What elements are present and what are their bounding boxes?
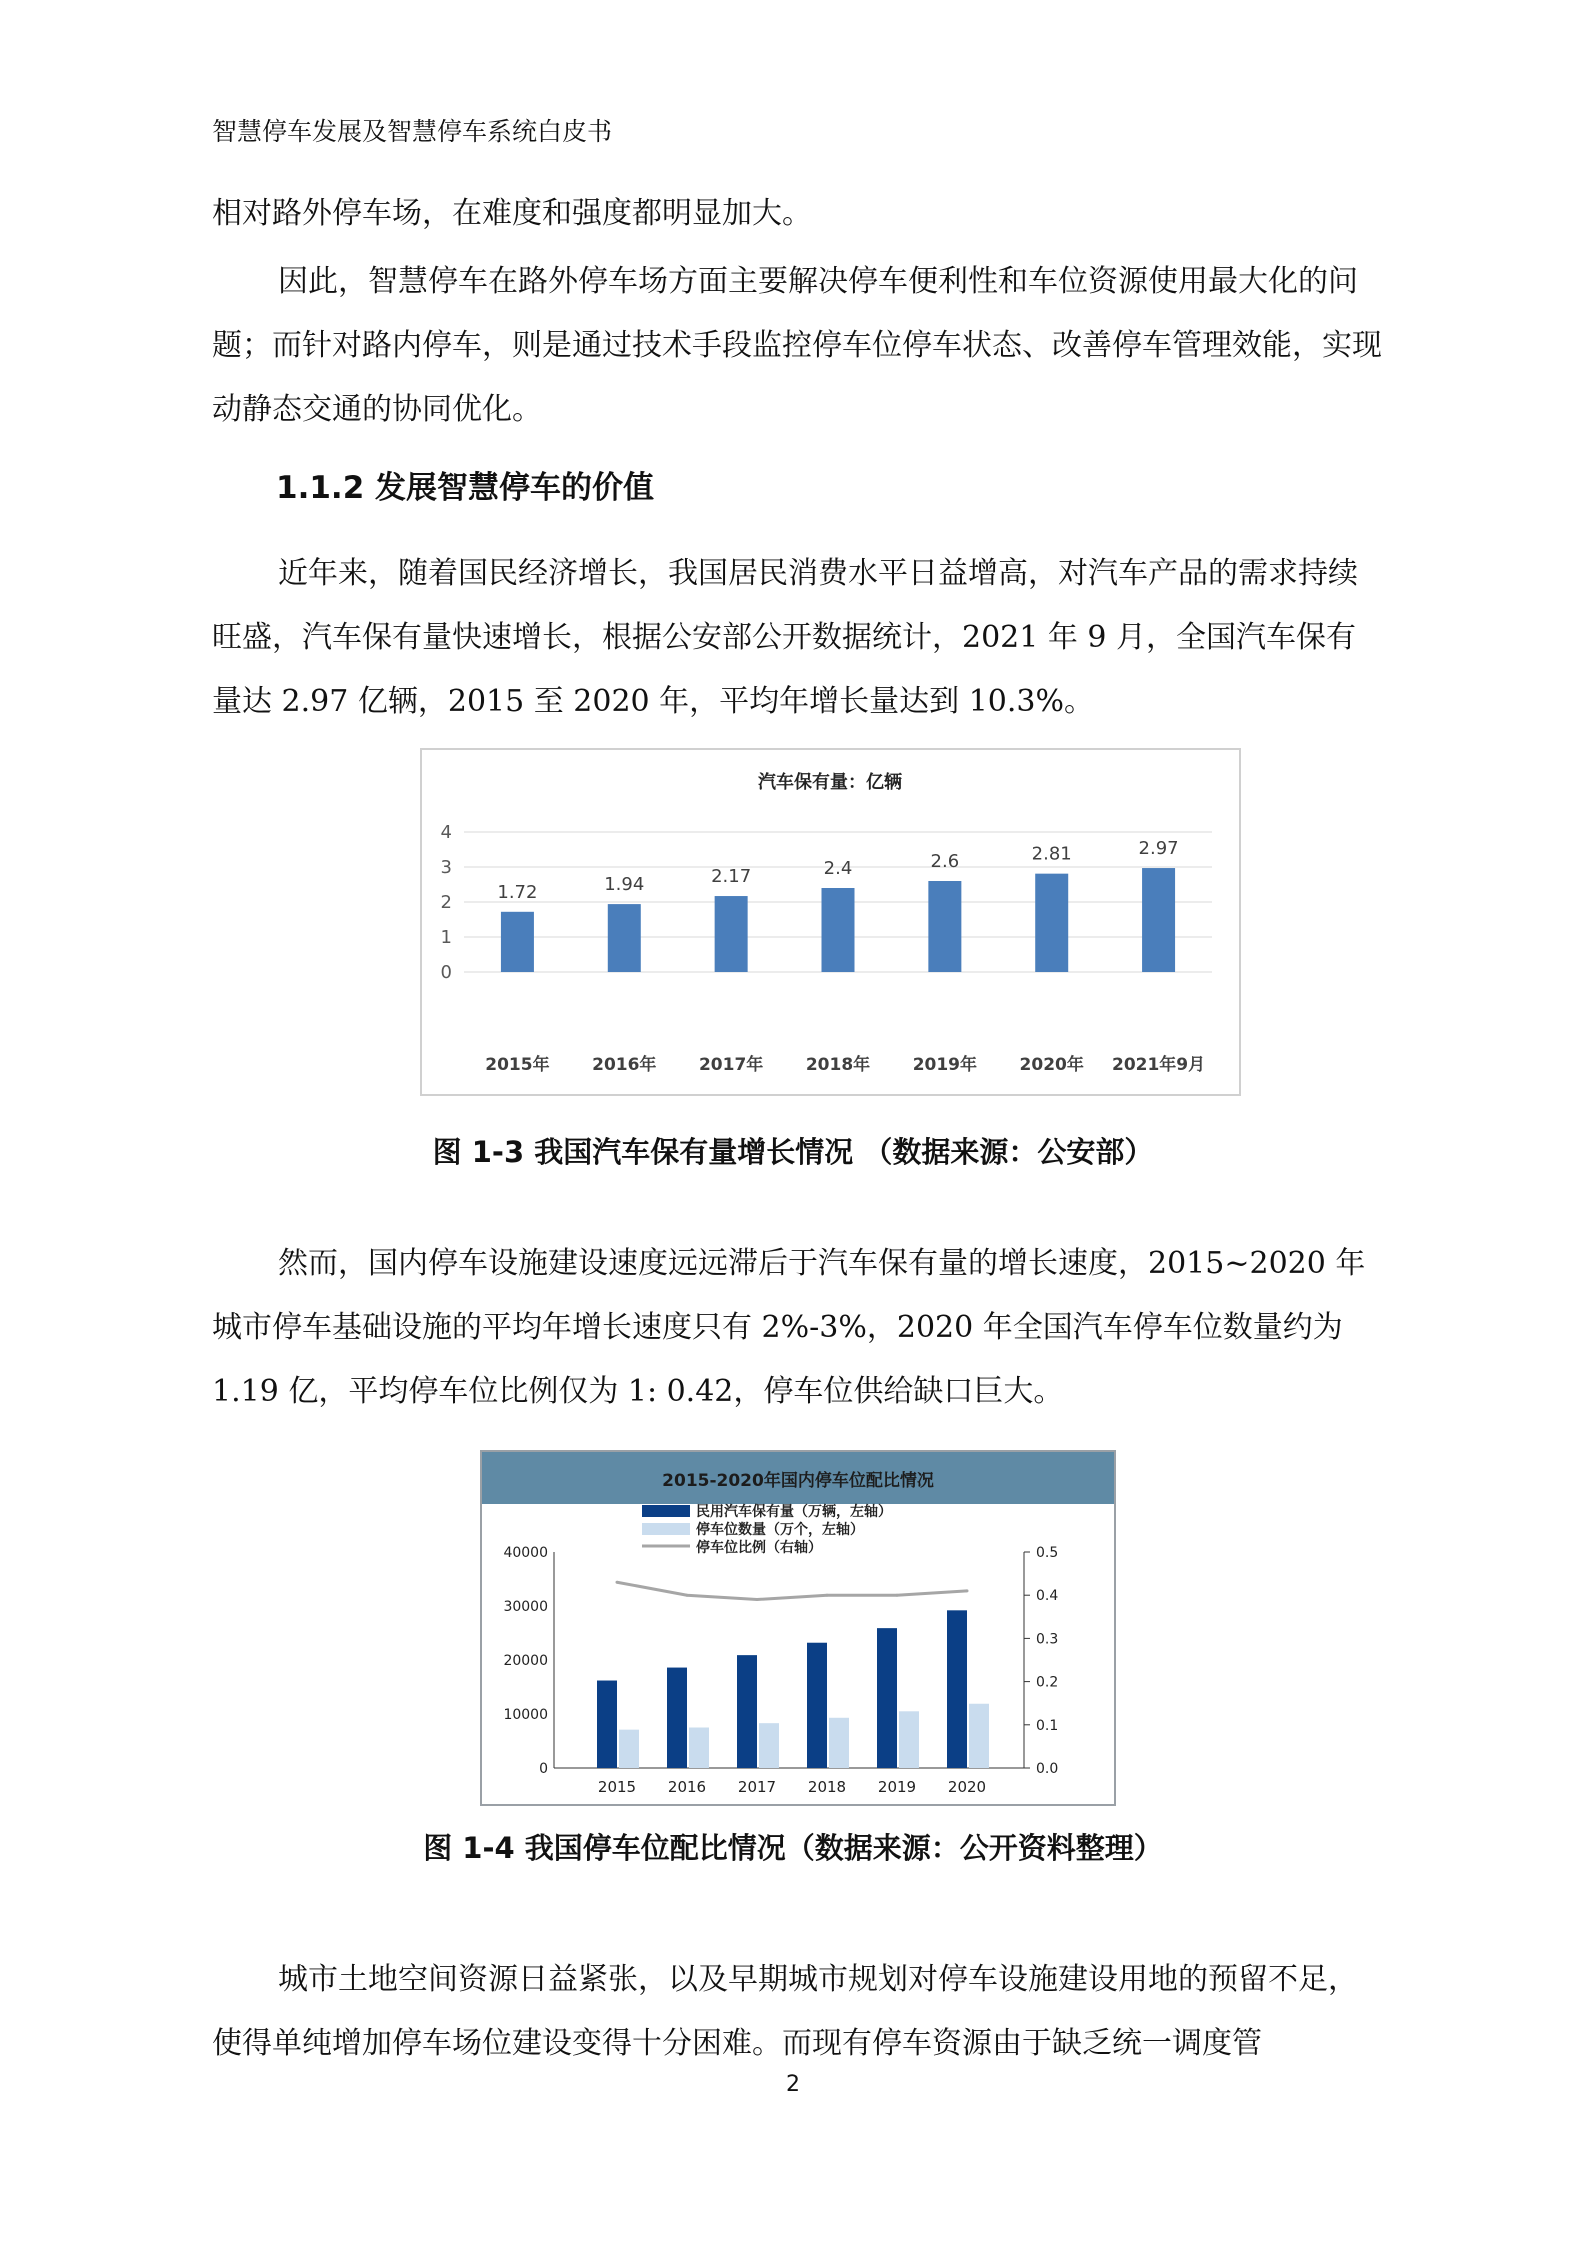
- chart2-right-ytick: 0.0: [1036, 1761, 1059, 1777]
- chart2-bar-parking: [689, 1728, 709, 1769]
- chart1-value-label: 2.4: [823, 858, 853, 879]
- chart2-right-ytick: 0.3: [1036, 1631, 1059, 1648]
- chart1-ytick: 1: [440, 927, 452, 948]
- figure-1-caption: 图 1-3 我国汽车保有量增长情况 （数据来源：公安部）: [432, 1135, 1154, 1169]
- chart1-value-label: 2.17: [711, 866, 752, 888]
- chart1-xtick: 2020年: [1019, 1055, 1084, 1075]
- vehicle-ownership-chart: [420, 748, 1241, 1096]
- running-header: 智慧停车发展及智慧停车系统白皮书: [212, 117, 613, 146]
- chart2-left-ytick: 10000: [503, 1707, 548, 1723]
- chart2-right-ytick: 0.1: [1036, 1717, 1059, 1734]
- chart2-ratio-point: [756, 1598, 759, 1601]
- chart2-bar-vehicles: [737, 1655, 757, 1768]
- chart1-value-label: 2.97: [1138, 838, 1179, 860]
- chart2-legend-swatch: [642, 1505, 690, 1517]
- chart2-ratio-point: [966, 1589, 969, 1592]
- chart1-xtick: 2019年: [912, 1055, 978, 1075]
- parking-ratio-chart-svg: [482, 1452, 1114, 1804]
- chart2-bar-parking: [969, 1704, 989, 1768]
- chart2-xtick: 2015: [597, 1778, 637, 1796]
- chart2-ratio-point: [686, 1594, 689, 1597]
- chart1-value-label: 1.72: [497, 881, 538, 903]
- chart1-bar: [715, 896, 748, 972]
- chart1-bar: [608, 904, 641, 972]
- chart1-bar: [501, 912, 534, 972]
- chart2-left-ytick: 20000: [503, 1653, 548, 1669]
- chart2-ratio-line: [617, 1582, 967, 1599]
- chart1-bar: [928, 881, 961, 972]
- chart2-bar-parking: [899, 1711, 919, 1768]
- chart1-value-label: 2.81: [1031, 843, 1072, 865]
- chart2-legend-swatch: [642, 1523, 690, 1535]
- chart2-bar-parking: [759, 1723, 779, 1768]
- chart1-ytick: 4: [440, 822, 452, 843]
- chart1-value-label: 2.6: [930, 851, 960, 872]
- paragraph-2: 因此，智慧停车在路外停车场方面主要解决停车便利性和车位资源使用最大化的问题；而针对路内停车，则是通过技术手段监控停车位停车状态、改善停车管理效能，实现动静态交通的协同优化。: [212, 264, 1382, 427]
- chart1-bar: [1035, 874, 1068, 972]
- page-number: 2: [786, 2072, 800, 2097]
- chart2-xtick: 2016: [667, 1778, 707, 1796]
- chart2-bar-vehicles: [877, 1628, 897, 1768]
- chart2-legend-label: 停车位比例（右轴）: [696, 1540, 822, 1556]
- figure-2-caption: 图 1-4 我国停车位配比情况（数据来源：公开资料整理）: [423, 1831, 1163, 1865]
- chart1-ytick: 2: [440, 892, 452, 913]
- vehicle-ownership-chart-svg: [422, 750, 1239, 1094]
- chart1-bar: [1142, 868, 1175, 972]
- chart2-ratio-point: [826, 1594, 829, 1597]
- chart1-title: 汽车保有量：亿辆: [758, 772, 902, 793]
- chart2-bar-vehicles: [597, 1681, 617, 1768]
- chart2-left-ytick: 30000: [503, 1599, 548, 1615]
- chart2-bar-parking: [829, 1718, 849, 1768]
- chart2-ratio-point: [616, 1581, 619, 1584]
- chart2-xtick: 2017: [737, 1778, 777, 1796]
- chart2-xtick: 2018: [807, 1778, 847, 1796]
- chart2-xtick: 2019: [877, 1778, 917, 1796]
- paragraph-1: 相对路外停车场，在难度和强度都明显加大。: [212, 196, 812, 231]
- chart2-left-ytick: 40000: [503, 1545, 548, 1561]
- chart1-xtick: 2015年: [485, 1055, 550, 1075]
- chart1-value-label: 1.94: [604, 874, 645, 896]
- chart1-xtick: 2016年: [592, 1055, 657, 1075]
- chart2-bar-parking: [619, 1730, 639, 1768]
- chart2-ratio-point: [896, 1594, 899, 1597]
- chart1-xtick: 2017年: [698, 1055, 764, 1075]
- chart2-right-ytick: 0.4: [1036, 1588, 1059, 1605]
- parking-ratio-chart: [480, 1450, 1116, 1806]
- chart2-xtick: 2020: [947, 1778, 987, 1796]
- chart2-bar-vehicles: [947, 1610, 967, 1768]
- section-heading: 1.1.2 发展智慧停车的价值: [276, 470, 655, 506]
- chart2-right-ytick: 0.2: [1036, 1674, 1059, 1691]
- chart1-ytick: 3: [440, 857, 452, 878]
- chart1-xtick: 2018年: [805, 1055, 871, 1075]
- paragraph-3: 近年来，随着国民经济增长，我国居民消费水平日益增高，对汽车产品的需求持续旺盛，汽车保有量快速增长，根据公安部公开数据统计，2021 年 9 月，全国汽车保有量达 2.97 亿辆，2015 至 2020 年，平均年增长量达到 10.3%。: [212, 556, 1358, 719]
- paragraph-5: 城市土地空间资源日益紧张，以及早期城市规划对停车设施建设用地的预留不足，使得单纯增加停车场位建设变得十分困难。而现有停车资源由于缺乏统一调度管: [212, 1962, 1358, 2061]
- chart2-bar-vehicles: [807, 1643, 827, 1768]
- chart1-xtick: 2021年9月: [1111, 1055, 1206, 1075]
- chart2-right-ytick: 0.5: [1036, 1545, 1059, 1561]
- chart1-ytick: 0: [440, 962, 452, 983]
- chart2-bar-vehicles: [667, 1668, 687, 1768]
- chart2-legend-label: 停车位数量（万个，左轴）: [696, 1522, 864, 1538]
- paragraph-4: 然而，国内停车设施建设速度远远滞后于汽车保有量的增长速度，2015~2020 年城市停车基础设施的平均年增长速度只有 2%-3%，2020 年全国汽车停车位数量约为 1.19 亿，平均停车位比例仅为 1: 0.42，停车位供给缺口巨大。: [212, 1246, 1366, 1409]
- chart2-left-ytick: 0: [539, 1761, 548, 1777]
- chart1-bar: [822, 888, 855, 972]
- chart2-legend-label: 民用汽车保有量（万辆，左轴）: [696, 1504, 892, 1520]
- chart2-title: 2015-2020年国内停车位配比情况: [662, 1471, 934, 1491]
